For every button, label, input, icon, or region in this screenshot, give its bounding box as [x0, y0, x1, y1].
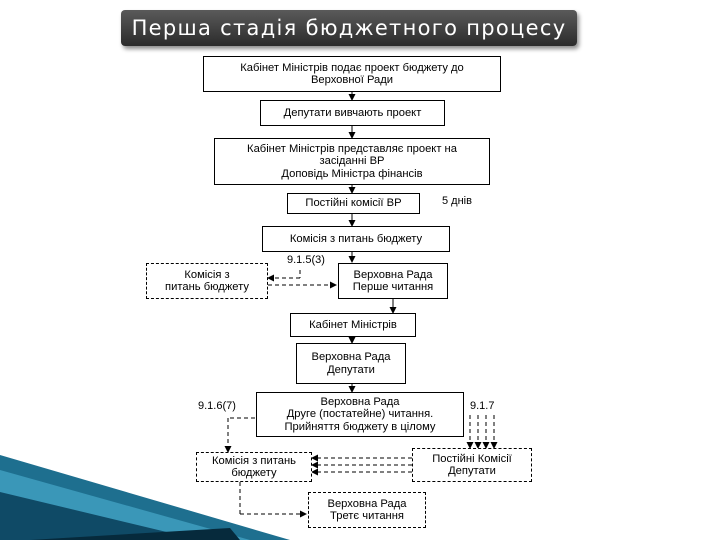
- node-text: Верховна Рада: [311, 351, 391, 363]
- node-text: Верховна Рада: [353, 268, 433, 281]
- label-five-days: 5 днів: [442, 195, 472, 207]
- node-rada-deputies: [296, 343, 406, 384]
- node-text: Кабінет Міністрів: [309, 318, 397, 331]
- node-text: Постійні Комісії: [432, 452, 512, 465]
- node-text: питань бюджету: [165, 281, 249, 293]
- node-standing-commissions: [287, 193, 420, 214]
- node-rada-first-reading: [338, 263, 448, 299]
- node-cabinet-ministers: [290, 313, 416, 337]
- node-text: Друге (постатейне) читання.: [286, 408, 434, 421]
- slide-title: Перша стадія бюджетного процесу: [131, 16, 567, 40]
- node-cabinet-presents: [214, 138, 490, 185]
- node-text: Кабінет Міністрів подає проект бюджету до: [240, 61, 464, 74]
- node-rada-second-reading: [256, 392, 464, 437]
- node-text: Верховної Ради: [310, 74, 394, 86]
- node-text: Верховна Рада: [327, 497, 407, 510]
- node-text: Депутати вивчають проект: [283, 106, 422, 119]
- node-text: Доповідь Міністра фінансів: [281, 167, 423, 180]
- node-text: Комісія з: [184, 268, 230, 281]
- node-text: Кабінет Міністрів представляє проект на: [247, 142, 457, 155]
- node-text: Прийняття бюджету в цілому: [284, 420, 436, 433]
- node-text: Третє читання: [330, 510, 404, 522]
- node-text: Комісія з питань бюджету: [289, 232, 423, 245]
- node-text: Депутати: [327, 363, 375, 376]
- node-deputies-study: [260, 100, 445, 126]
- node-text: Комісія з питань: [212, 454, 296, 467]
- node-cabinet-submits: [203, 56, 501, 92]
- node-budget-commission: [262, 226, 450, 252]
- node-text: Перше читання: [352, 281, 434, 293]
- node-text: Постійні комісії ВР: [305, 197, 402, 210]
- node-standing-commissions-deputies: [412, 448, 532, 482]
- node-budget-commission-side: [146, 263, 268, 299]
- label-ref-916: 9.1.6(7): [198, 400, 236, 412]
- node-budget-commission-bottom: [196, 452, 312, 482]
- node-rada-third-reading: [308, 492, 426, 528]
- label-ref-917: 9.1.7: [470, 400, 495, 412]
- node-text: засіданні ВР: [319, 155, 385, 168]
- node-text: Депутати: [448, 465, 496, 477]
- node-text: бюджету: [231, 467, 277, 479]
- node-text: Верховна Рада: [320, 395, 400, 408]
- label-ref-915: 9.1.5(3): [287, 254, 325, 266]
